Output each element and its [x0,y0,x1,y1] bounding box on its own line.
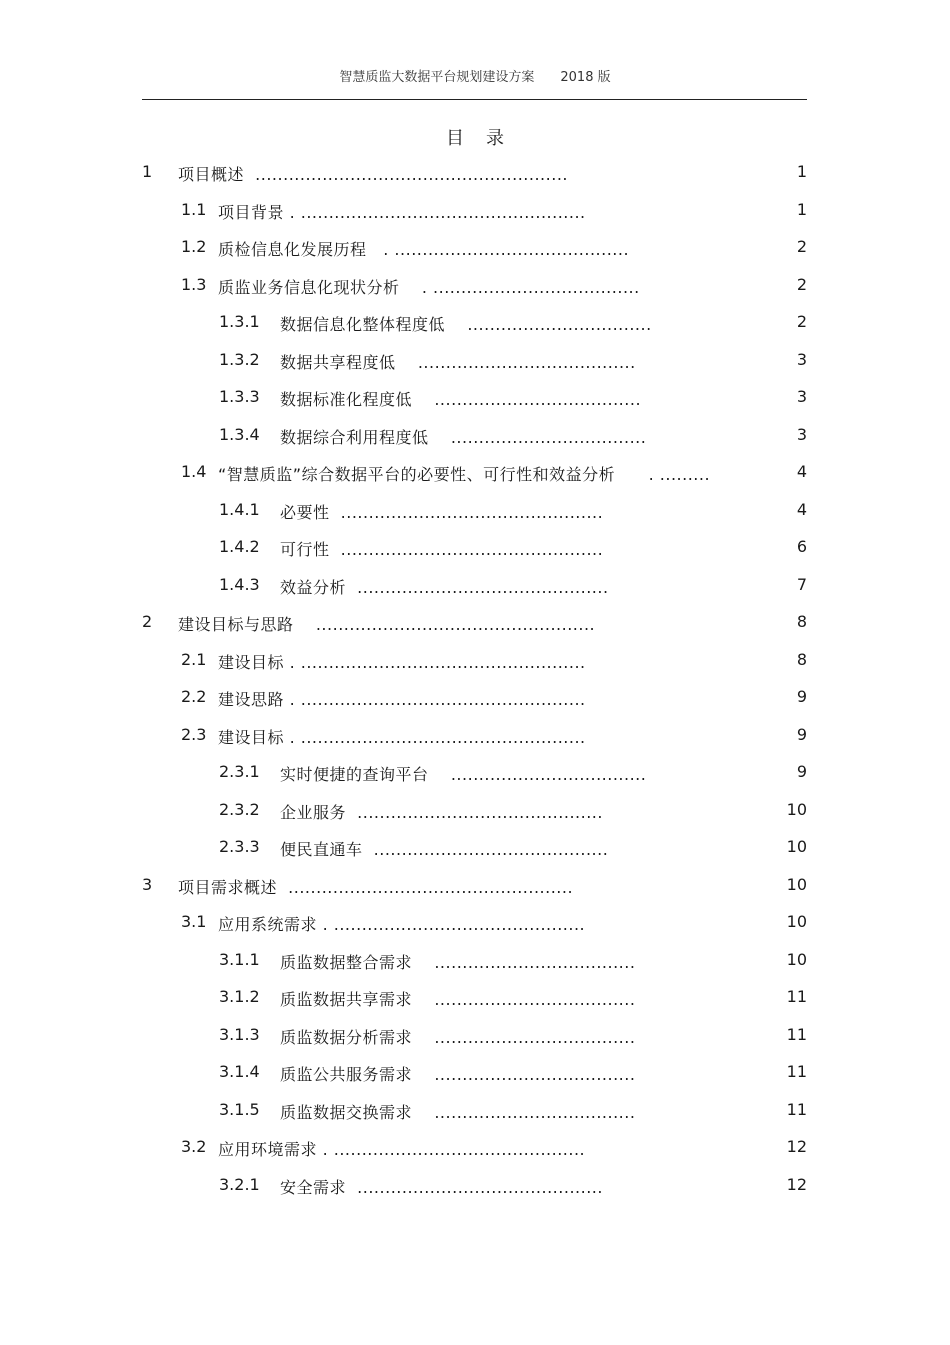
toc-entry-number: 3.1.2 [219,987,260,1006]
toc-entry[interactable] [142,566,807,604]
toc-entry-number: 2 [142,612,153,631]
toc-entry[interactable] [142,1166,807,1204]
toc-entry-page: 7 [796,574,807,594]
toc-entry[interactable] [142,266,807,304]
document-year: 2018 版 [560,70,611,85]
toc-entry-title: 质监数据共享需求 .................................... [280,990,636,1009]
toc-entry-title: 项目需求概述 ................................................... [178,877,574,897]
toc-entry[interactable] [142,1128,807,1166]
toc-entry-title: 可行性 ............................................... [280,540,604,559]
toc-entry-page: 3 [796,349,807,369]
toc-entry-page: 9 [796,762,807,781]
toc-entry-page: 12 [786,1174,807,1194]
toc-entry-title: 质监数据分析需求 .................................... [280,1027,636,1047]
toc-entry-title: 质监数据整合需求 .................................... [280,952,636,972]
toc-entry-number: 1.1 [181,199,207,219]
toc-entry[interactable] [142,866,807,904]
toc-entry-title: 数据综合利用程度低 ................................... [280,427,647,447]
toc-entry-title: 质检信息化发展历程 . .......................................... [218,240,630,259]
toc-entry-number: 3.2.1 [219,1174,260,1194]
toc-entry[interactable] [142,528,807,566]
toc-entry[interactable] [142,228,807,266]
toc-entry[interactable] [142,791,807,829]
toc-entry-number: 3.1.1 [219,949,260,969]
toc-entry-title: 必要性 ............................................... [280,502,604,522]
toc-entry-title: 建设思路 . ................................................... [218,690,586,709]
toc-entry-number: 1.4.2 [219,537,260,556]
toc-entry[interactable] [142,341,807,379]
toc-entry[interactable] [142,603,807,641]
toc-entry-title: 数据信息化整体程度低 ................................. [280,315,652,334]
toc-entry-number: 2.3 [181,724,207,744]
toc-entry-number: 1.3.4 [219,424,260,444]
toc-entry-page: 4 [796,499,807,519]
toc-entry-page: 10 [786,912,807,931]
toc-entry[interactable] [142,641,807,679]
toc-entry-title: 安全需求 ............................................ [280,1177,603,1197]
table-of-contents [142,153,807,1203]
toc-entry-page: 12 [786,1137,807,1156]
toc-entry-number: 1.4.1 [219,499,260,519]
toc-entry[interactable] [142,303,807,341]
toc-entry-number: 3 [142,874,153,894]
page-header [0,66,950,85]
toc-entry-number: 2.1 [181,649,207,669]
toc-entry-page: 9 [796,687,807,706]
toc-entry[interactable] [142,828,807,866]
toc-entry[interactable] [142,678,807,716]
toc-entry[interactable] [142,941,807,979]
toc-title: 目录 [446,128,526,149]
toc-entry[interactable] [142,1016,807,1054]
toc-entry[interactable] [142,978,807,1016]
toc-entry-title: 效益分析 ............................................. [280,577,609,597]
toc-entry[interactable] [142,191,807,229]
toc-entry-title: 实时便捷的查询平台 ................................... [280,765,647,784]
toc-entry-page: 3 [796,387,807,406]
toc-entry-number: 3.1.4 [219,1062,260,1081]
toc-entry-title: 应用环境需求 . ............................................. [218,1140,586,1159]
toc-entry[interactable] [142,416,807,454]
toc-entry-title: 质监公共服务需求 .................................... [280,1065,636,1084]
toc-entry-title: 建设目标 . ................................................... [218,652,586,672]
toc-entry-title: 质监数据交换需求 .................................... [280,1102,636,1122]
toc-entry[interactable] [142,903,807,941]
toc-entry-title: 便民直通车 .......................................... [280,840,609,859]
toc-entry-number: 2.3.2 [219,799,260,819]
toc-entry-number: 1.4.3 [219,574,260,594]
toc-entry[interactable] [142,753,807,791]
toc-entry-title: 数据共享程度低 ....................................... [280,352,636,372]
toc-entry-title: 建设目标与思路 .................................................. [178,615,596,634]
toc-entry-page: 10 [786,799,807,819]
toc-entry-page: 10 [786,874,807,894]
toc-entry-number: 3.1.3 [219,1024,260,1044]
toc-entry-number: 3.1.5 [219,1099,260,1119]
toc-entry-number: 1.3.1 [219,312,260,331]
toc-entry-number: 3.1 [181,912,207,931]
toc-entry-title: 数据标准化程度低 ..................................... [280,390,642,409]
toc-entry-page: 9 [796,724,807,744]
toc-entry-page: 2 [796,312,807,331]
toc-entry-page: 1 [796,199,807,219]
toc-entry[interactable] [142,153,807,191]
toc-entry-title: 质监业务信息化现状分析 . ..................................... [218,277,640,297]
toc-entry-page: 2 [796,237,807,256]
toc-entry-number: 1.4 [181,462,207,481]
toc-entry-number: 2.3.3 [219,837,260,856]
toc-entry-number: 2.2 [181,687,207,706]
toc-entry-title: 建设目标 . ................................................... [218,727,586,747]
toc-entry-number: 1 [142,162,153,181]
toc-entry[interactable] [142,716,807,754]
toc-entry[interactable] [142,1091,807,1129]
toc-entry-title: 项目背景 . ................................................... [218,202,586,222]
toc-entry-number: 3.2 [181,1137,207,1156]
toc-entry[interactable] [142,378,807,416]
toc-entry-page: 10 [786,837,807,856]
toc-entry-title: “智慧质监”综合数据平台的必要性、可行性和效益分析 . ......... [218,465,711,484]
toc-entry-page: 6 [796,537,807,556]
toc-entry-number: 2.3.1 [219,762,260,781]
toc-entry-page: 11 [786,1062,807,1081]
toc-entry-number: 1.3 [181,274,207,294]
toc-entry-page: 8 [796,612,807,631]
toc-entry-page: 2 [796,274,807,294]
toc-entry-number: 1.2 [181,237,207,256]
toc-entry-page: 11 [786,1099,807,1119]
header-rule [142,99,807,100]
toc-entry-number: 1.3.2 [219,349,260,369]
toc-entry-page: 11 [786,1024,807,1044]
toc-entry-page: 10 [786,949,807,969]
toc-entry-title: 企业服务 ............................................ [280,802,603,822]
document-title: 智慧质监大数据平台规划建设方案 [339,70,535,85]
toc-entry-title: 项目概述 ........................................................ [178,165,568,184]
toc-entry-page: 1 [796,162,807,181]
toc-entry-page: 8 [796,649,807,669]
toc-entry-page: 11 [786,987,807,1006]
toc-entry-title: 应用系统需求 . ............................................. [218,915,586,934]
toc-entry[interactable] [142,453,807,491]
toc-entry[interactable] [142,1053,807,1091]
toc-entry[interactable] [142,491,807,529]
toc-entry-page: 4 [796,462,807,481]
toc-entry-number: 1.3.3 [219,387,260,406]
toc-entry-page: 3 [796,424,807,444]
